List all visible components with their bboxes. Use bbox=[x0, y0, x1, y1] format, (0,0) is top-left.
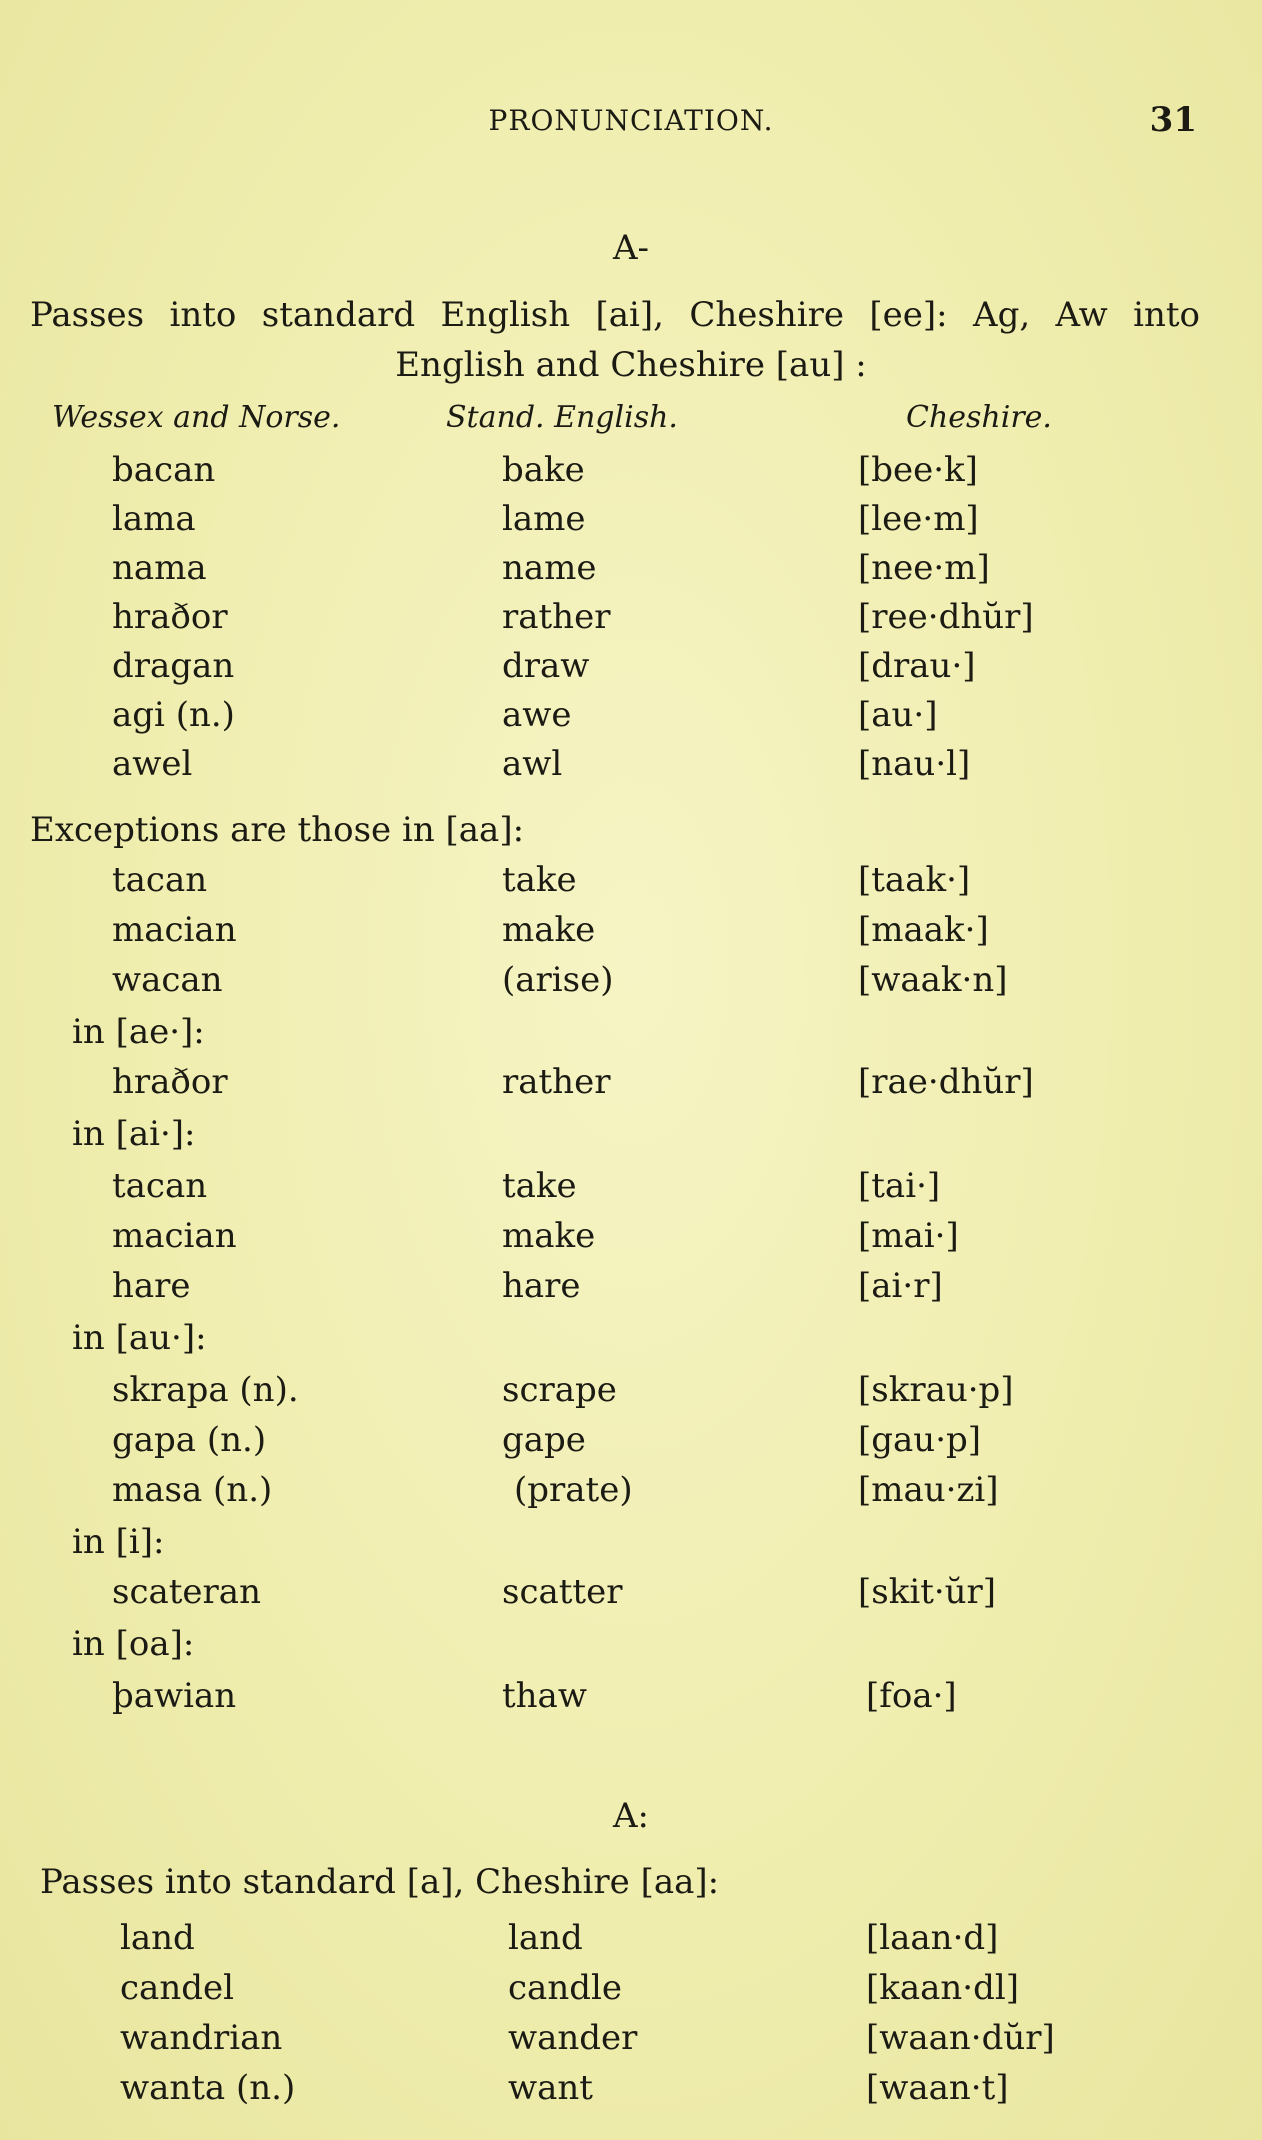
cheshire-pronunciation: [mau·zi] bbox=[858, 1470, 999, 1510]
table-row bbox=[0, 910, 1262, 958]
table-row bbox=[0, 744, 1262, 792]
english-word: name bbox=[502, 548, 597, 588]
cheshire-pronunciation: [gau·p] bbox=[858, 1420, 982, 1460]
section-title-a-colon: A: bbox=[612, 1796, 649, 1836]
cheshire-pronunciation: [waan·dŭr] bbox=[866, 2018, 1055, 2058]
subheading-in-oa: in [oa]: bbox=[72, 1624, 195, 1664]
table-row bbox=[0, 860, 1262, 908]
table-row bbox=[0, 1470, 1262, 1518]
english-word: rather bbox=[502, 1062, 611, 1102]
page-number: 31 bbox=[1149, 100, 1197, 140]
table-row bbox=[0, 2018, 1262, 2066]
cheshire-pronunciation: [bee·k] bbox=[858, 450, 978, 490]
table-row bbox=[0, 1216, 1262, 1264]
heading-standard-english: Stand. English. bbox=[446, 400, 678, 435]
cheshire-pronunciation: [nee·m] bbox=[858, 548, 990, 588]
table-row bbox=[0, 646, 1262, 694]
cheshire-pronunciation: [au·] bbox=[858, 695, 938, 735]
english-word: thaw bbox=[502, 1676, 587, 1716]
table-row bbox=[0, 960, 1262, 1008]
cheshire-pronunciation: [lee·m] bbox=[858, 499, 979, 539]
table-row bbox=[0, 1166, 1262, 1214]
column-headings bbox=[0, 400, 1262, 444]
cheshire-pronunciation: [maak·] bbox=[858, 910, 989, 950]
exceptions-intro: Exceptions are those in [aa]: bbox=[30, 810, 525, 850]
subheading-in-ai: in [ai·]: bbox=[72, 1114, 196, 1154]
cheshire-pronunciation: [skit·ŭr] bbox=[858, 1572, 997, 1612]
english-word: scrape bbox=[502, 1370, 617, 1410]
table-row bbox=[0, 1676, 1262, 1724]
intro-line-1: Passes into standard English [ai], Cheshire [ee]: Ag, Aw into bbox=[30, 295, 1200, 335]
table-row bbox=[0, 450, 1262, 498]
english-word: take bbox=[502, 1166, 577, 1206]
intro-line-2: English and Cheshire [au] : bbox=[395, 345, 867, 385]
english-word: rather bbox=[502, 597, 611, 637]
english-word: make bbox=[502, 1216, 596, 1256]
wessex-word: wanta (n.) bbox=[120, 2068, 296, 2108]
english-word: take bbox=[502, 860, 577, 900]
section-b-intro: Passes into standard [a], Cheshire [aa]: bbox=[40, 1862, 720, 1902]
table-row bbox=[0, 1062, 1262, 1110]
table-row bbox=[0, 499, 1262, 547]
table-row bbox=[0, 1918, 1262, 1966]
english-word: gape bbox=[502, 1420, 586, 1460]
english-word: make bbox=[502, 910, 596, 950]
wessex-word: wandrian bbox=[120, 2018, 283, 2058]
subheading-in-i: in [i]: bbox=[72, 1522, 165, 1562]
cheshire-pronunciation: [tai·] bbox=[858, 1166, 941, 1206]
running-head: PRONUNCIATION. bbox=[488, 104, 774, 137]
cheshire-pronunciation: [waan·t] bbox=[866, 2068, 1009, 2108]
wessex-word: masa (n.) bbox=[112, 1470, 273, 1510]
cheshire-pronunciation: [rae·dhŭr] bbox=[858, 1062, 1034, 1102]
wessex-word: macian bbox=[112, 910, 237, 950]
cheshire-pronunciation: [waak·n] bbox=[858, 960, 1008, 1000]
table-row bbox=[0, 695, 1262, 743]
wessex-word: scateran bbox=[112, 1572, 261, 1612]
heading-wessex-norse: Wessex and Norse. bbox=[52, 400, 341, 435]
cheshire-pronunciation: [foa·] bbox=[866, 1676, 957, 1716]
table-row bbox=[0, 1968, 1262, 2016]
english-word: candle bbox=[508, 1968, 622, 2008]
cheshire-pronunciation: [ai·r] bbox=[858, 1266, 943, 1306]
english-word: wander bbox=[508, 2018, 638, 2058]
table-row bbox=[0, 1572, 1262, 1620]
page-header bbox=[0, 100, 1262, 150]
english-word: lame bbox=[502, 499, 586, 539]
english-word: awe bbox=[502, 695, 572, 735]
wessex-word: þawian bbox=[112, 1676, 237, 1716]
wessex-word: agi (n.) bbox=[112, 695, 235, 735]
english-word: hare bbox=[502, 1266, 581, 1306]
wessex-word: hraðor bbox=[112, 597, 228, 637]
wessex-word: hare bbox=[112, 1266, 191, 1306]
wessex-word: tacan bbox=[112, 860, 208, 900]
english-word: awl bbox=[502, 744, 563, 784]
table-row bbox=[0, 1420, 1262, 1468]
table-row bbox=[0, 1370, 1262, 1418]
wessex-word: skrapa (n). bbox=[112, 1370, 299, 1410]
english-word: draw bbox=[502, 646, 590, 686]
english-word: want bbox=[508, 2068, 593, 2108]
wessex-word: hraðor bbox=[112, 1062, 228, 1102]
wessex-word: awel bbox=[112, 744, 193, 784]
wessex-word: bacan bbox=[112, 450, 216, 490]
wessex-word: wacan bbox=[112, 960, 223, 1000]
wessex-word: macian bbox=[112, 1216, 237, 1256]
cheshire-pronunciation: [ree·dhŭr] bbox=[858, 597, 1034, 637]
cheshire-pronunciation: [drau·] bbox=[858, 646, 976, 686]
wessex-word: nama bbox=[112, 548, 207, 588]
wessex-word: tacan bbox=[112, 1166, 208, 1206]
cheshire-pronunciation: [mai·] bbox=[858, 1216, 959, 1256]
wessex-word: dragan bbox=[112, 646, 235, 686]
table-row bbox=[0, 1266, 1262, 1314]
table-row bbox=[0, 2068, 1262, 2116]
table-row bbox=[0, 548, 1262, 596]
subheading-in-ae: in [ae·]: bbox=[72, 1012, 205, 1052]
table-row bbox=[0, 597, 1262, 645]
subheading-in-au: in [au·]: bbox=[72, 1318, 207, 1358]
cheshire-pronunciation: [skrau·p] bbox=[858, 1370, 1014, 1410]
cheshire-pronunciation: [laan·d] bbox=[866, 1918, 999, 1958]
cheshire-pronunciation: [taak·] bbox=[858, 860, 971, 900]
english-word: (arise) bbox=[502, 960, 614, 1000]
wessex-word: lama bbox=[112, 499, 196, 539]
wessex-word: land bbox=[120, 1918, 195, 1958]
english-word: (prate) bbox=[514, 1470, 633, 1510]
english-word: bake bbox=[502, 450, 585, 490]
wessex-word: candel bbox=[120, 1968, 234, 2008]
section-title-a-hyphen: A- bbox=[612, 228, 650, 268]
heading-cheshire: Cheshire. bbox=[906, 400, 1052, 435]
cheshire-pronunciation: [nau·l] bbox=[858, 744, 971, 784]
english-word: land bbox=[508, 1918, 583, 1958]
cheshire-pronunciation: [kaan·dl] bbox=[866, 1968, 1020, 2008]
english-word: scatter bbox=[502, 1572, 623, 1612]
wessex-word: gapa (n.) bbox=[112, 1420, 267, 1460]
